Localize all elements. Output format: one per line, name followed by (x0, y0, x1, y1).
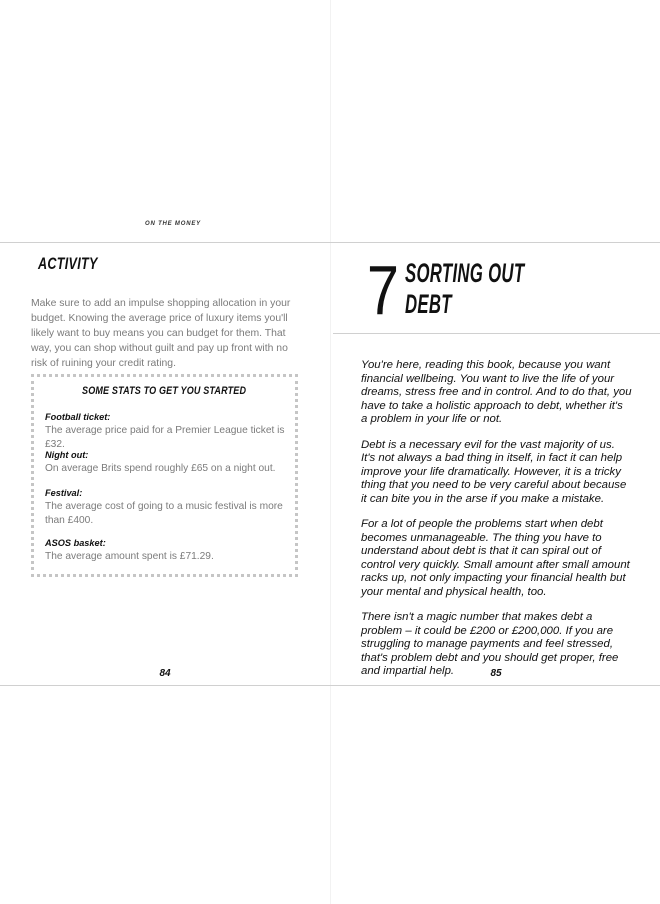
stats-box-title: SOME STATS TO GET YOU STARTED (82, 385, 247, 397)
chapter-title (405, 258, 524, 320)
stats-box (31, 374, 298, 577)
activity-title: ACTIVITY (38, 254, 98, 273)
stat-label: ASOS basket: (45, 538, 106, 548)
stat-label: Festival: (45, 488, 83, 498)
stat-item-festival (45, 487, 285, 528)
chapter-title-line-2: DEBT (405, 289, 452, 319)
chapter-title-line-1: SORTING OUT (405, 258, 525, 288)
stat-label: Night out: (45, 450, 89, 460)
stat-text: On average Brits spend roughly £65 on a night out. (45, 463, 276, 474)
chapter-body (361, 359, 632, 691)
stat-text: The average cost of going to a music festival is more than £400. (45, 501, 283, 526)
running-head: ON THE MONEY (145, 221, 201, 227)
body-paragraph: You're here, reading this book, because you want financial wellbeing. You want to live the life of your dreams, stress free and in control. And to do that, you have to take a holistic approach to debt, whether it's a problem in your life or not. (361, 359, 632, 425)
spread-gutter (330, 0, 331, 904)
top-rule (0, 242, 660, 243)
stat-item-night-out (45, 449, 285, 476)
stat-text: The average price paid for a Premier League ticket is £32. (45, 425, 285, 450)
stat-item-asos (45, 537, 285, 564)
page-number-left: 84 (159, 668, 171, 679)
body-paragraph: There isn't a magic number that makes debt a problem – it could be £200 or £200,000. If you are struggling to manage payments and feel stressed, that's problem debt and you should get proper, free and impartial help. (361, 611, 619, 677)
activity-intro-text: Make sure to add an impulse shopping allocation in your budget. Knowing the average price of luxury items you'll likely want to buy means you can budget for them. That way, you can shop without guilt and pay up front with no risk of ruining your credit rating. (31, 298, 291, 369)
right-page-title-rule (333, 333, 660, 334)
chapter-number: 7 (367, 251, 399, 329)
stat-text: The average amount spent is £71.29. (45, 551, 214, 562)
body-paragraph: Debt is a necessary evil for the vast majority of us. It's not always a bad thing in itself, in fact it can help improve your life dramatically. However, it is a tricky thing that you need to be very careful about because it can bite you in the arse if you make a mistake. (361, 438, 627, 505)
stat-item-football (45, 411, 285, 452)
page-number-right: 85 (490, 668, 502, 679)
body-paragraph: For a lot of people the problems start when debt becomes unmanageable. The thing you have to understand about debt is that it can spiral out of control very quickly. Small amount after small amount racks up, not only impacting your financial health but your mental and physical health, too. (361, 518, 630, 598)
stat-label: Football ticket: (45, 412, 111, 422)
